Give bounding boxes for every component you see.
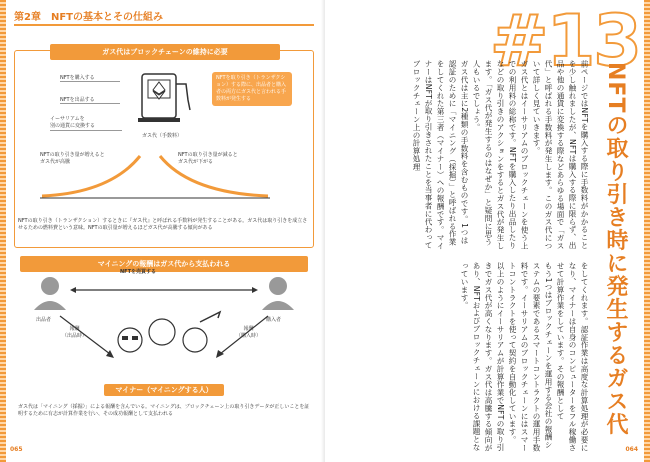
right-edge-stripe xyxy=(644,0,650,462)
buyer-label: 購入者 xyxy=(266,317,282,323)
graph-left-label: NFTの取り引き量が増えると ガス代が高騰 xyxy=(40,152,105,165)
reward-buyer-label: 報酬 （購入時） xyxy=(236,326,262,339)
chapter-divider xyxy=(14,24,314,26)
graph-right-label: NFTの取り引き量が減ると ガス代が下がる xyxy=(178,152,238,165)
article-title: NFTの取り引き時に発生するガス代 xyxy=(603,62,628,436)
paragraph-6: 以上のようにイーサリアムが計算作業でNFTの取り引きでガス代が高くなります。ガス代は高騰する傾向があり、NFTおよびブロックチェーンにおける課題となっています。 xyxy=(460,262,505,452)
seller-label: 出品者 xyxy=(36,317,52,323)
section-number: #13 xyxy=(489,0,640,82)
paragraph-3: ガス代は主に2種類の手数料を含むものです。1つは認証のために「マイニング（採掘）」と呼ばれる作業をしてくれた第三者（マイナー）への報酬です。マイナーはNFTが取り引きされたことを当事者に代わってブロックチェーン上の計算処理 xyxy=(412,60,469,250)
paragraph-1: 前ページではNFTを購入する際に手数料がかかることを少し触れましたが、NFTは購入する際に限らず、出品や他の通貨に変換する際などあらゆる場面で「ガス代」と呼ばれる手数料が発生します。このガス代について詳しく見ていきます。 xyxy=(532,60,589,250)
section2-note: ガス代は「マイニング（採掘）」による報酬を含んでいる。マイニングは、ブロックチェーン上の取り引きデータが正しいことを証明するために有志が計算作業を行い、その成功報酬として支払われる xyxy=(18,404,310,418)
gas-fee-label: ガス代（手数料） xyxy=(142,133,183,139)
label-list-nft: NFTを出品する xyxy=(60,96,120,104)
page-number-right: 064 xyxy=(625,446,638,453)
gas-pump-icon xyxy=(138,70,198,132)
paragraph-5: もう1つはブロックチェーンを運用する会社の報酬システムの要素であるスマートコントラクトの運用手数料です。イーサリアムのブロックチェーンにはスマートコントラクトを使って契約を自動化しています。 xyxy=(508,262,553,452)
section1-title: ガス代はブロックチェーンの維持に必要 xyxy=(50,44,280,60)
chapter-header: 第2章 NFTの基本とその仕組み xyxy=(14,12,163,23)
body-column-bottom xyxy=(400,262,590,452)
left-edge-stripe xyxy=(0,0,6,462)
reward-seller-label: 報酬 （出品時） xyxy=(62,326,88,339)
body-column-top xyxy=(412,60,590,250)
miner-label: マイナー（マイニングする人） xyxy=(104,384,224,396)
gas-fee-callout: NFTを取り引き（トランザクション）する際に、出品者と購入者の両方にガス代と言われる手数料が発生する xyxy=(212,72,292,106)
right-page xyxy=(325,0,650,462)
page-number-left: 065 xyxy=(10,446,23,453)
trade-nft-label: NFTを売買する xyxy=(120,269,157,275)
paragraph-4: をしてくれます。認証作業は高度な計算処理が必要になり、マイナーは自身のコンピューターをフル稼働させて計算作業をしています。その報酬として xyxy=(556,262,589,452)
label-convert-eth: イーサリアムを 別の通貨に変換する xyxy=(50,116,122,131)
section1-note: NFTの取り引き（トランザクション）するときに『ガス代』と呼ばれる手数料が発生することがある。ガス代は取り引きを成立させるための燃料費という意味。NFTの取引量が増えるほどガス代が高騰する傾向がある xyxy=(18,218,308,232)
section2-title: マイニングの報酬はガス代から支払われる xyxy=(20,256,308,272)
label-buy-nft: NFTを購入する xyxy=(60,74,120,82)
paragraph-2: ガス代とはイーサリアムのブロックチェーンを使う上での利用料の総称です。NFTを購入したり出品したりなどの取り引きのアクションをするとガス代が発生します。「ガス代が発生するのはなぜか」と疑問に思う人もいるでしょう。 xyxy=(472,60,529,250)
